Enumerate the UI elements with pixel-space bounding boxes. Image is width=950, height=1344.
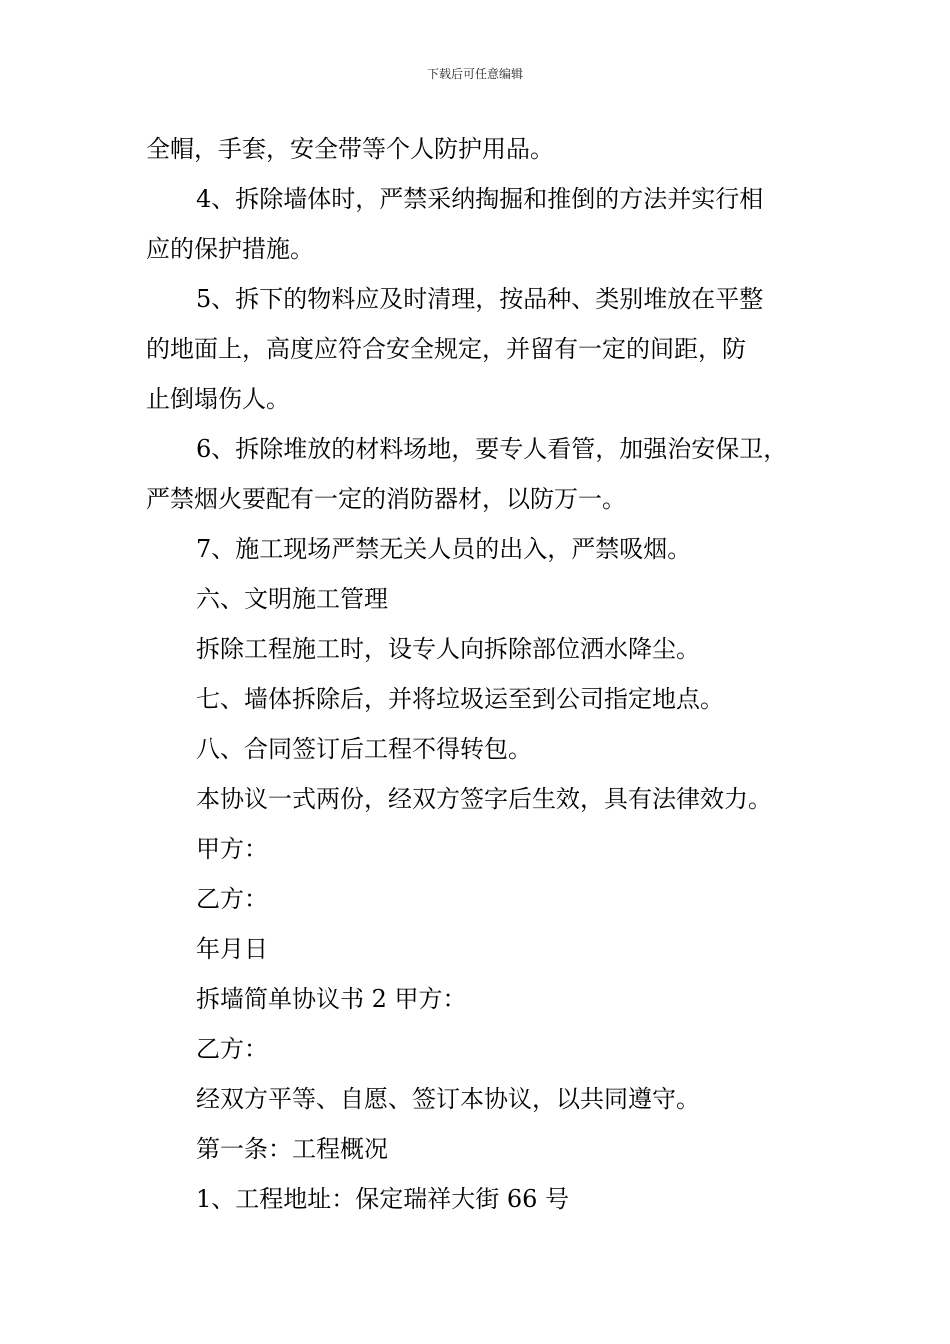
section-heading: 八、合同签订后工程不得转包。 [196, 735, 532, 763]
text-line: 拆除工程施工时，设专人向拆除部位洒水降尘。 [196, 635, 700, 663]
page-header: 下载后可任意编辑 [426, 67, 523, 81]
section-heading: 七、墙体拆除后，并将垃圾运至到公司指定地点。 [196, 685, 724, 713]
signature-party-b: 乙方： [196, 885, 268, 913]
section-heading: 六、文明施工管理 [196, 585, 388, 613]
document-body [146, 124, 816, 1224]
section-heading: 第一条：工程概况 [196, 1135, 388, 1163]
text-line: 全帽，手套，安全带等个人防护用品。 [146, 135, 554, 163]
text-line: 4、拆除墙体时，严禁采纳掏掘和推倒的方法并实行相 [196, 185, 764, 213]
text-line: 5、拆下的物料应及时清理，按品种、类别堆放在平整 [196, 285, 764, 313]
text-line: 6、拆除堆放的材料场地，要专人看管，加强治安保卫， [196, 435, 788, 463]
text-line: 1、工程地址：保定瑞祥大街 66 号 [196, 1185, 570, 1213]
signature-party-a: 甲方： [196, 835, 268, 863]
text-line: 止倒塌伤人。 [146, 385, 290, 413]
text-line: 乙方： [196, 1035, 268, 1063]
text-line: 经双方平等、自愿、签订本协议，以共同遵守。 [196, 1085, 700, 1113]
text-line: 7、施工现场严禁无关人员的出入，严禁吸烟。 [196, 535, 692, 563]
text-line: 本协议一式两份，经双方签字后生效，具有法律效力。 [196, 785, 772, 813]
text-line: 的地面上，高度应符合安全规定，并留有一定的间距，防 [146, 335, 746, 363]
text-line: 严禁烟火要配有一定的消防器材，以防万一。 [146, 485, 626, 513]
signature-date: 年月日 [196, 935, 268, 963]
text-line: 拆墙简单协议书 2 甲方： [196, 985, 467, 1013]
text-line: 应的保护措施。 [146, 235, 314, 263]
